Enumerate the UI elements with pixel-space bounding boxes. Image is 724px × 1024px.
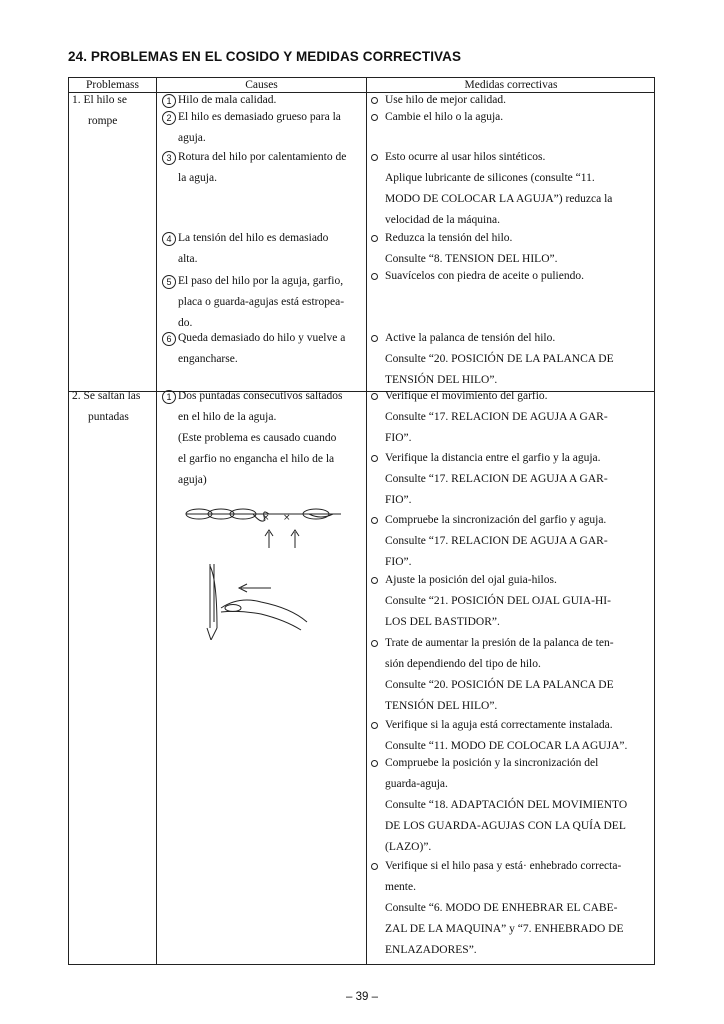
cause-number-marker: 4 [162,232,176,246]
measure-item [385,510,608,573]
measure-line: Consulte “17. RELACION DE AGUJA A GAR- [385,411,608,423]
measure-item [385,633,614,717]
header-problem: Problemass [85,79,140,91]
troubleshooting-table [68,77,655,965]
cause-line: engancharse. [178,353,238,365]
cause-number-marker: 1 [162,390,176,404]
measure-line: ZAL DE LA MAQUINA” y “7. ENHEBRADO DE [385,923,624,935]
cause-number-marker: 2 [162,111,176,125]
measure-line: sión dependiendo del tipo de hilo. [385,658,541,670]
cause-line: Hilo de mala calidad. [178,94,277,106]
cause-item [178,386,343,491]
cause-line: alta. [178,253,198,265]
measure-item [385,386,608,449]
cause-line: El paso del hilo por la aguja, garfio, [178,275,344,287]
header-causes: Causes [245,79,278,91]
problem-2-line: 2. Se saltan las [72,390,141,402]
cause-number-marker: 1 [162,94,176,108]
measure-line: guarda-aguja. [385,778,448,790]
measure-line: (LAZO)”. [385,841,432,853]
measure-line: Consulte “18. ADAPTACIÓN DEL MOVIMIENTO [385,799,628,811]
measure-line: LOS DEL BASTIDOR”. [385,616,500,628]
measure-line: Trate de aumentar la presión de la palanca de ten- [385,637,614,649]
measure-line: FIO”. [385,432,412,444]
measure-line: Esto ocurre al usar hilos sintéticos. [385,151,546,163]
measure-item [385,228,557,270]
measure-line: Compruebe la posición y la sincronización del [385,757,599,769]
cause-line: en el hilo de la aguja. [178,411,277,423]
measure-item [385,107,503,128]
measure-line: Consulte “17. RELACION DE AGUJA A GAR- [385,473,608,485]
measure-item [385,448,608,511]
page-number: – 39 – [346,991,378,1003]
measure-line: FIO”. [385,494,412,506]
hook-eye [225,605,241,612]
measure-line: Consulte “21. POSICIÓN DEL OJAL GUIA-HI- [385,595,611,607]
problem-2 [72,386,140,428]
bullet-icon [371,114,378,121]
cause-item [178,271,344,334]
measure-line: mente. [385,881,416,893]
measure-line: Cambie el hilo o la aguja. [385,111,504,123]
cause-number-marker: 3 [162,151,176,165]
measure-line: Consulte “8. TENSION DEL HILO”. [385,253,558,265]
cause-line: do. [178,317,193,329]
cause-line: Queda demasiado do hilo y vuelve a [178,332,346,344]
cause-line: Dos puntadas consecutivos saltados [178,390,343,402]
cause-line: La tensión del hilo es demasiado [178,232,329,244]
bullet-icon [371,577,378,584]
problem-1 [72,90,127,132]
measure-line: Reduzca la tensión del hilo. [385,232,513,244]
bullet-icon [371,760,378,767]
measure-line: Verifique si la aguja está correctamente instalada. [385,719,613,731]
problem-1-line: 1. El hilo se [72,94,127,106]
measure-item [385,266,584,287]
measure-line: velocidad de la máquina. [385,214,500,226]
measure-line: Compruebe la sincronización del garfio y aguja. [385,514,607,526]
measure-line: Suavícelos con piedra de aceite o puliendo. [385,270,584,282]
measure-line: Use hilo de mejor calidad. [385,94,507,106]
measure-line: TENSIÓN DEL HILO”. [385,700,498,712]
cause-line: Rotura del hilo por calentamiento de [178,151,347,163]
skip-mark: × [262,513,270,523]
cause-line: el garfio no engancha el hilo de la [178,453,335,465]
measure-item [385,328,614,391]
bullet-icon [371,455,378,462]
cause-item [178,107,341,149]
measure-item [385,570,611,633]
measure-line: Verifique el movimiento del garfio. [385,390,548,402]
needle-tip [211,628,217,640]
cause-line: placa o guarda-agujas está estropea- [178,296,345,308]
measure-line: Ajuste la posición del ojal guia-hilos. [385,574,557,586]
cause-number-marker: 5 [162,275,176,289]
cause-line: la aguja. [178,172,217,184]
measure-line: Consulte “20. POSICIÓN DE LA PALANCA DE [385,679,614,691]
bullet-icon [371,273,378,280]
measure-line: Verifique si el hilo pasa y está· enhebrado correcta- [385,860,622,872]
bullet-icon [371,154,378,161]
bullet-icon [371,393,378,400]
measure-item [385,856,624,961]
measure-line: Active la palanca de tensión del hilo. [385,332,556,344]
cause-item [178,328,345,370]
hook-body [221,611,301,630]
measure-line: Consulte “11. MODO DE COLOCAR LA AGUJA”. [385,740,628,752]
problem-2-line: puntadas [88,411,129,423]
measure-line: ENLAZADORES”. [385,944,477,956]
measure-line: Aplique lubricante de silicones (consulte “11. [385,172,595,184]
bullet-icon [371,97,378,104]
bullet-icon [371,863,378,870]
measure-line: MODO DE COLOCAR LA AGUJA”) reduzca la [385,193,613,205]
measure-line: TENSIÓN DEL HILO”. [385,374,498,386]
measure-item [385,147,612,231]
bullet-icon [371,640,378,647]
problem-1-line: rompe [88,115,118,127]
cause-line: aguja) [178,474,207,486]
cause-item [178,228,328,270]
cause-line: El hilo es demasiado grueso para la [178,111,341,123]
measure-line: FIO”. [385,556,412,568]
cause-line: aguja. [178,132,206,144]
measure-line: DE LOS GUARDA-AGUJAS CON LA QUÍA DEL [385,820,626,832]
bullet-icon [371,517,378,524]
cause-line: (Este problema es causado cuando [178,432,337,444]
header-measures: Medidas correctivas [464,79,558,91]
measure-item [385,715,627,757]
measure-item [385,753,627,858]
measure-line: Verifique la distancia entre el garfio y la aguja. [385,452,601,464]
bullet-icon [371,335,378,342]
needle-tip [207,628,211,640]
measure-line: Consulte “6. MODO DE ENHEBRAR EL CABE- [385,902,618,914]
cause-number-marker: 6 [162,332,176,346]
measure-line: Consulte “20. POSICIÓN DE LA PALANCA DE [385,353,614,365]
bullet-icon [371,722,378,729]
skip-mark: × [283,513,291,523]
cause-item [178,147,346,189]
section-title: 24. PROBLEMAS EN EL COSIDO Y MEDIDAS CORRECTIVAS [68,49,462,64]
bullet-icon [371,235,378,242]
skipped-stitch-illustration [161,490,361,640]
measure-line: Consulte “17. RELACION DE AGUJA A GAR- [385,535,608,547]
